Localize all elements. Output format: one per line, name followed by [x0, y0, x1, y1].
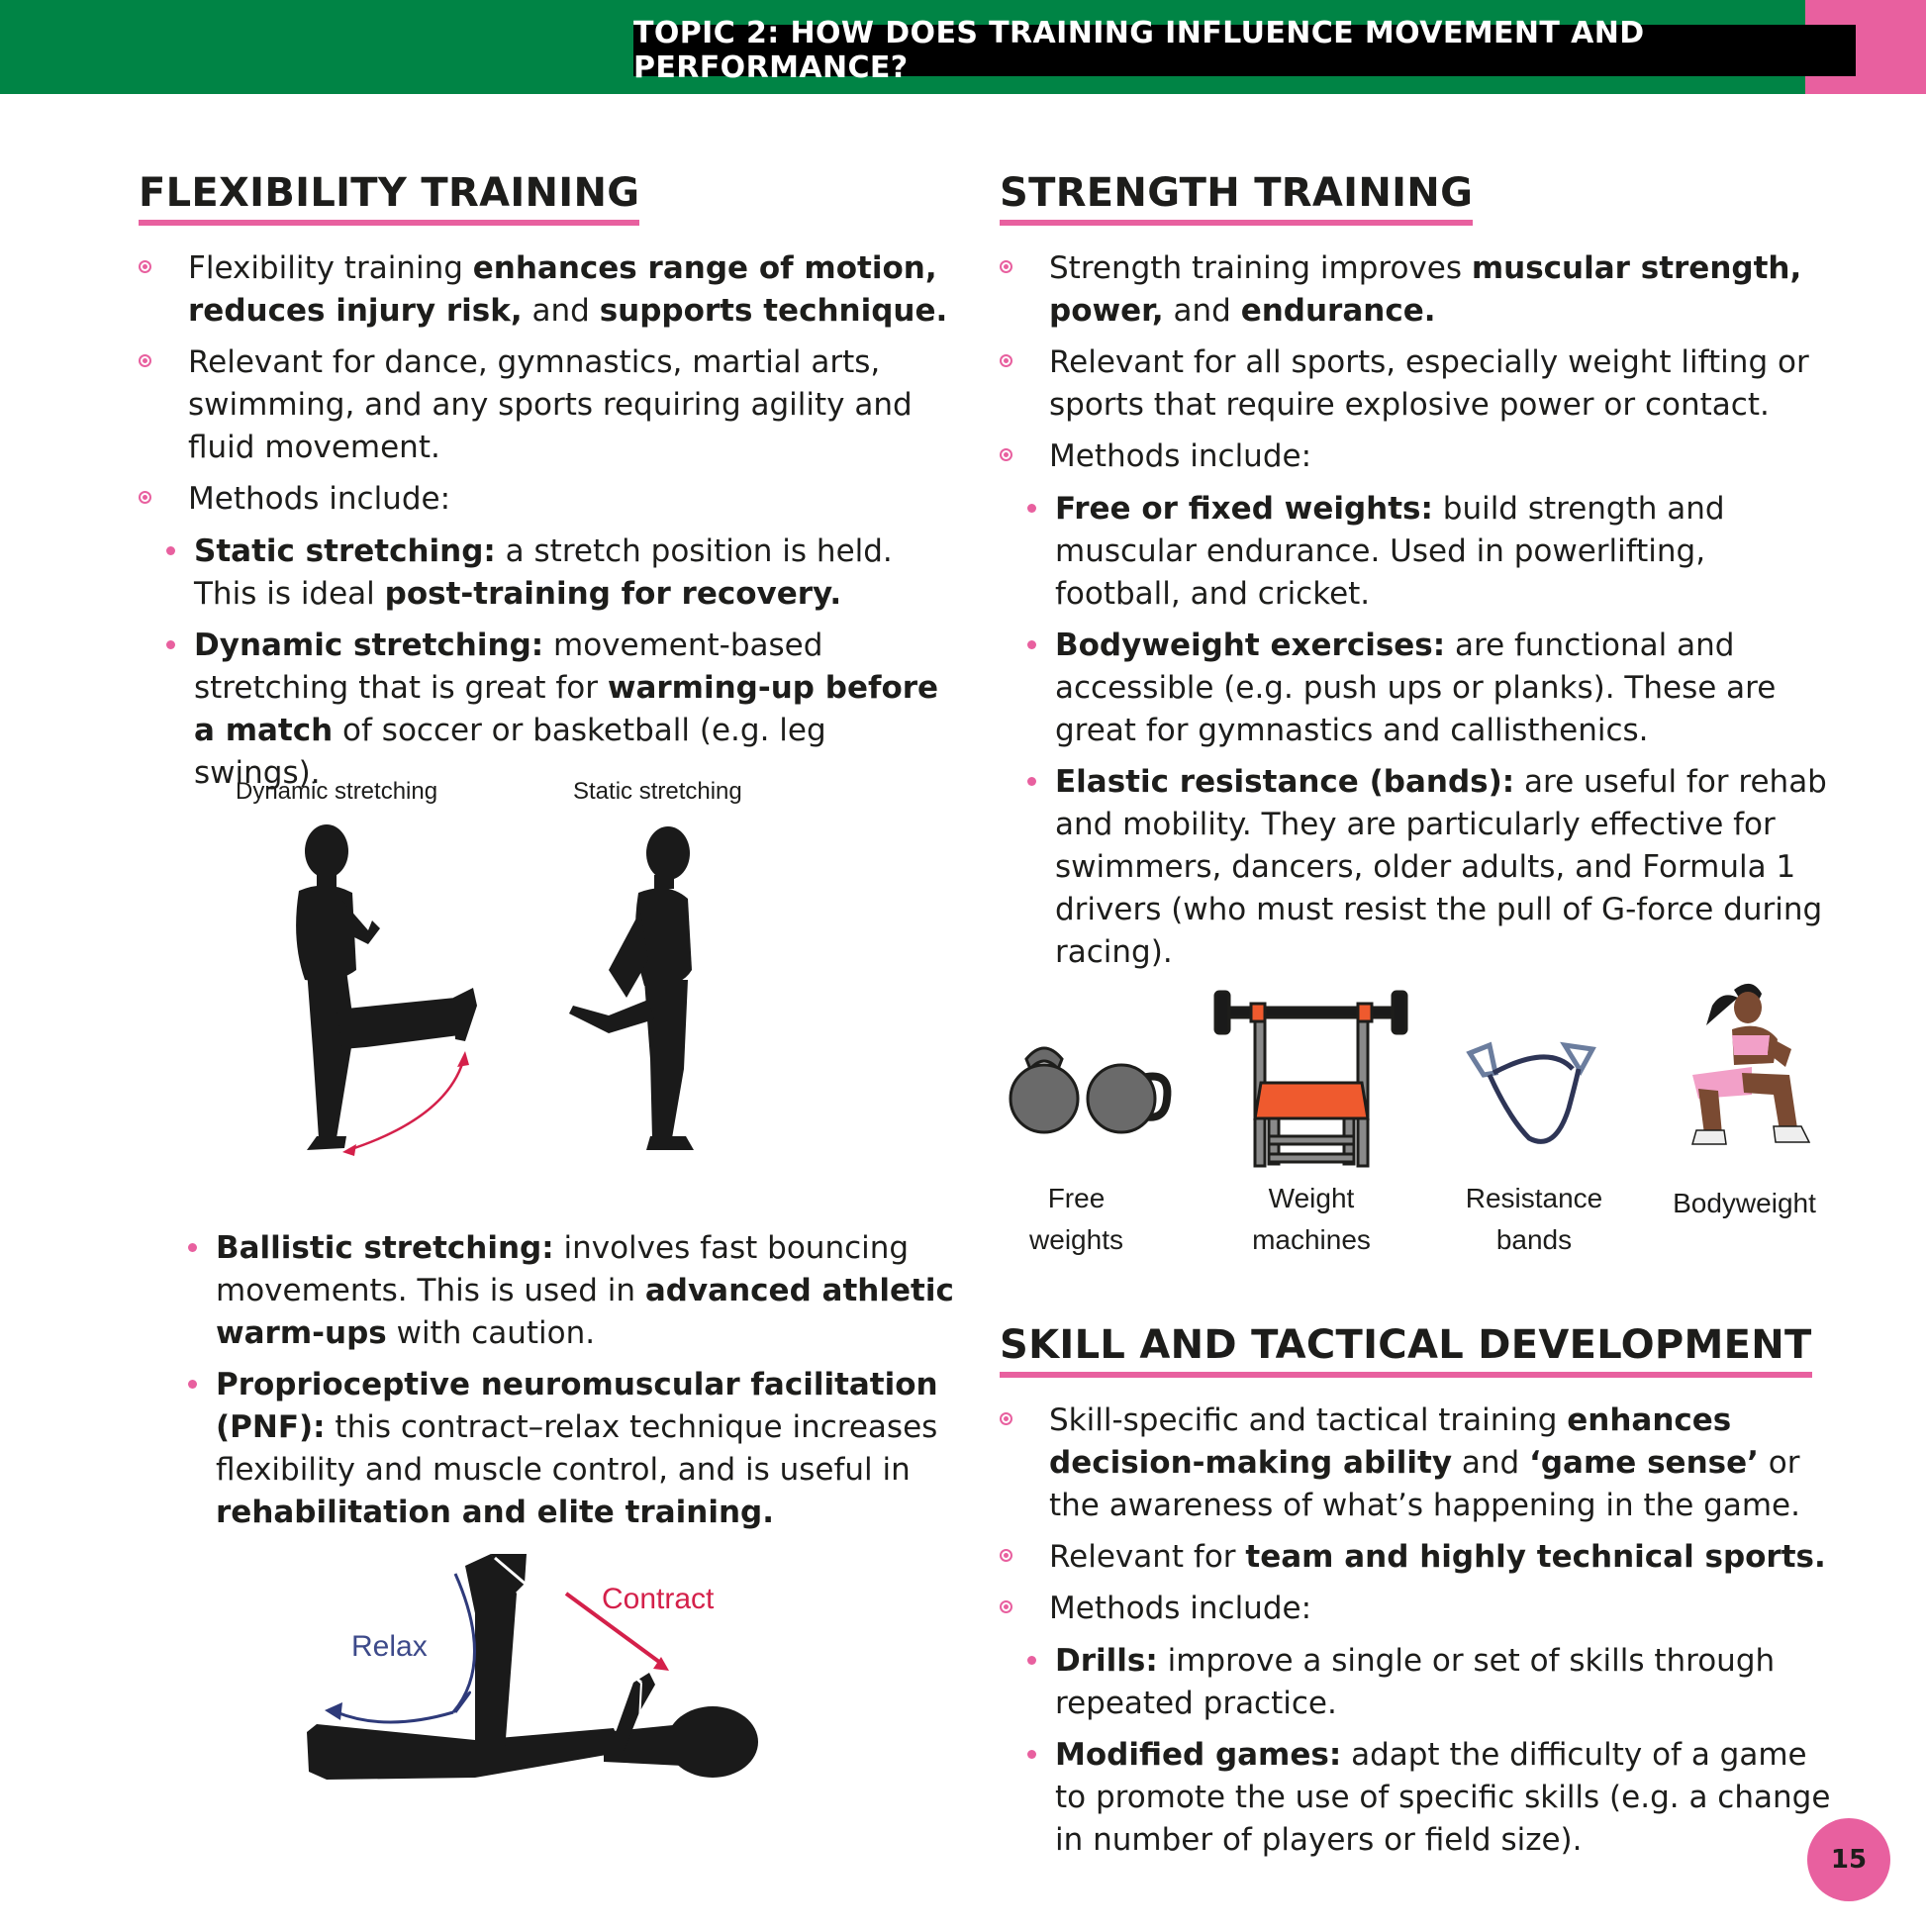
caption-dynamic: Dynamic stretching	[236, 778, 438, 805]
list-item: Methods include: Static stretching: a stretch position is held. This is ideal post-training for recovery. Dynamic stretching: movement-based stretching that is great for warming-up before a match of soccer or basketball (e.g. leg swings).	[139, 478, 960, 795]
bullet-icon	[166, 640, 175, 649]
bullet-icon	[1027, 777, 1036, 786]
list-item: Bodyweight exercises: are functional and accessible (e.g. push ups or planks). These are great for gymnastics and callisthenics.	[1027, 625, 1831, 752]
bullet-icon	[139, 354, 151, 367]
bullet-icon	[166, 546, 175, 555]
flexibility-section	[139, 170, 960, 804]
strength-heading: STRENGTH TRAINING	[1000, 170, 1473, 226]
bullet-icon	[1000, 1600, 1012, 1613]
list-item: Elastic resistance (bands): are useful for rehab and mobility. They are particularly effective for swimmers, dancers, older adults, and Formula 1 drivers (who must resist the pull of G-force during racing).	[1027, 761, 1831, 974]
bullet-icon	[1000, 1549, 1012, 1562]
squat-person-icon	[1683, 980, 1821, 1178]
equipment-label-bodyweight: Bodyweight	[1673, 1188, 1816, 1218]
equipment-label-free-weights: Free weights	[1029, 1183, 1123, 1255]
dynamic-stretch-figure	[277, 821, 495, 1168]
flexibility-heading: FLEXIBILITY TRAINING	[139, 170, 639, 226]
list-item: Skill-specific and tactical training enhances decision-making ability and ‘game sense’ or the awareness of what’s happening in the game.	[1000, 1400, 1831, 1527]
list-item: Proprioceptive neuromuscular facilitation (PNF): this contract–relax technique increases flexibility and muscle control, and is useful in rehabilitation and elite training.	[188, 1364, 960, 1534]
list-item: Relevant for dance, gymnastics, martial arts, swimming, and any sports requiring agility and fluid movement.	[139, 341, 960, 469]
static-stretch-figure	[569, 821, 727, 1168]
list-item: Static stretching: a stretch position is held. This is ideal post-training for recovery.	[166, 531, 960, 616]
list-item: Strength training improves muscular strength, power, and endurance.	[1000, 247, 1831, 333]
list-item: Free or fixed weights: build strength and muscular endurance. Used in powerlifting, football, and cricket.	[1027, 488, 1831, 616]
list-item: Drills: improve a single or set of skills through repeated practice.	[1027, 1640, 1831, 1725]
contract-label: Contract	[602, 1583, 715, 1615]
bullet-icon	[1000, 260, 1012, 273]
list-item: Flexibility training enhances range of motion, reduces injury risk, and supports technique.	[139, 247, 960, 333]
equipment-label-resistance-bands: Resistance bands	[1465, 1183, 1603, 1255]
list-item: Ballistic stretching: involves fast bouncing movements. This is used in advanced athletic warm-ups with caution.	[188, 1227, 960, 1355]
resistance-band-icon	[1460, 1039, 1598, 1153]
list-item: Methods include: Free or fixed weights: build strength and muscular endurance. Used in powerlifting, football, and cricket. Bodyweight exercises: are functional and accessible (e.g. push ups or planks). These are great for gymnastics and callisthenics. Elastic resistance (bands): are useful for rehab and mobility. They are particularly effective for swimmers, dancers, older adults, and Formula 1 drivers (who must resist the pull of G-force during racing).	[1000, 435, 1831, 974]
strength-section	[1000, 170, 1831, 983]
relax-label: Relax	[351, 1630, 428, 1663]
bullet-icon	[1027, 504, 1036, 513]
list-item: Relevant for all sports, especially weight lifting or sports that require explosive power or contact.	[1000, 341, 1831, 427]
pnf-stretch-figure	[297, 1554, 772, 1811]
bullet-icon	[1000, 1412, 1012, 1425]
bullet-icon	[1027, 1750, 1036, 1759]
equipment-label-weight-machines: Weight machines	[1252, 1183, 1371, 1255]
kettlebell-icon	[1005, 1039, 1173, 1138]
page-number: 15	[1807, 1818, 1890, 1901]
bullet-icon	[1000, 448, 1012, 461]
bullet-icon	[1027, 640, 1036, 649]
bullet-icon	[1000, 354, 1012, 367]
bullet-icon	[139, 260, 151, 273]
topic-title: TOPIC 2: HOW DOES TRAINING INFLUENCE MOVEMENT AND PERFORMANCE?	[633, 25, 1856, 76]
list-item: Dynamic stretching: movement-based stretching that is great for warming-up before a match of soccer or basketball (e.g. leg swings).	[166, 625, 960, 795]
list-item: Methods include: Drills: improve a single or set of skills through repeated practice. Modified games: adapt the difficulty of a game to promote the use of specific skills (e.g. a change in number of players or field size).	[1000, 1588, 1831, 1862]
caption-static: Static stretching	[573, 778, 742, 805]
list-item: Modified games: adapt the difficulty of a game to promote the use of specific skills (e.g. a change in number of players or field size).	[1027, 1734, 1831, 1862]
bullet-icon	[188, 1243, 197, 1252]
skill-section	[1000, 1322, 1831, 1871]
bullet-icon	[188, 1380, 197, 1389]
bullet-icon	[1027, 1656, 1036, 1665]
flexibility-section-continued	[188, 1227, 960, 1543]
skill-heading: SKILL AND TACTICAL DEVELOPMENT	[1000, 1322, 1812, 1378]
list-item: Relevant for team and highly technical sports.	[1000, 1536, 1831, 1579]
bench-press-icon	[1209, 988, 1412, 1171]
bullet-icon	[139, 491, 151, 504]
